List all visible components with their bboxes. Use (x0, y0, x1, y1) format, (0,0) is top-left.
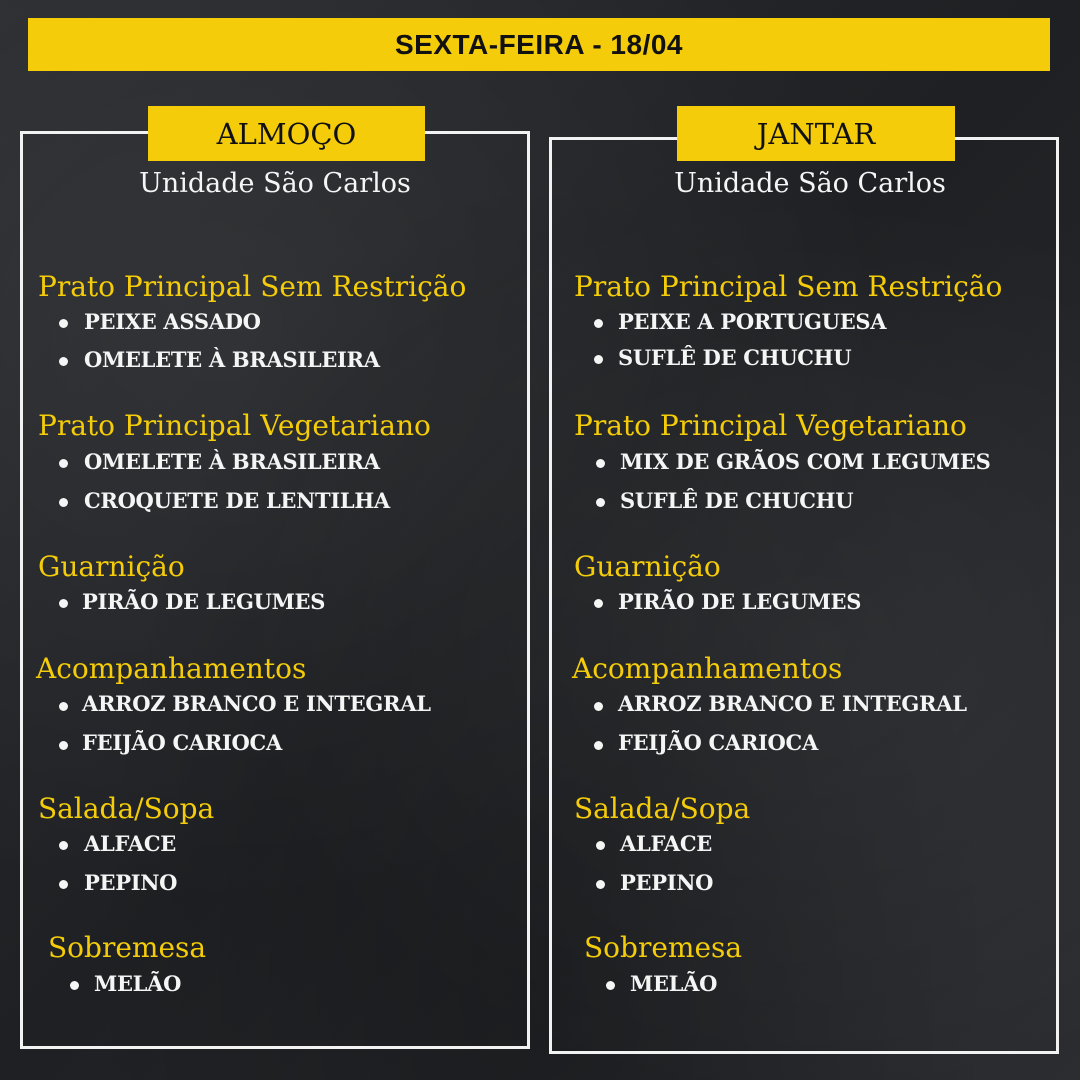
date-banner (28, 18, 1050, 71)
bullet-icon (596, 841, 605, 850)
lunch-menu-item: ALFACE (84, 831, 176, 856)
dinner-section-title: Prato Principal Vegetariano (574, 409, 967, 442)
dinner-menu-item: MELÃO (630, 971, 718, 996)
dinner-section-title: Prato Principal Sem Restrição (574, 270, 1003, 303)
dinner-menu-item: ARROZ BRANCO E INTEGRAL (618, 691, 967, 716)
lunch-menu-item: ARROZ BRANCO E INTEGRAL (82, 691, 431, 716)
bullet-icon (59, 599, 68, 608)
bullet-icon (594, 599, 603, 608)
lunch-section-title: Acompanhamentos (36, 652, 307, 685)
dinner-menu-item: PIRÃO DE LEGUMES (618, 589, 862, 614)
dinner-menu-item: ALFACE (620, 831, 712, 856)
dinner-section-title: Guarnição (574, 550, 721, 583)
lunch-menu-item: PEPINO (84, 870, 178, 895)
lunch-section-title: Sobremesa (48, 931, 207, 964)
lunch-unit-label: Unidade São Carlos (139, 168, 411, 199)
lunch-section-title: Guarnição (38, 550, 185, 583)
dinner-menu-item: PEIXE A PORTUGUESA (618, 309, 887, 334)
bullet-icon (594, 741, 603, 750)
lunch-menu-item: PIRÃO DE LEGUMES (82, 589, 326, 614)
bullet-icon (59, 741, 68, 750)
date-title: SEXTA-FEIRA - 18/04 (394, 28, 683, 60)
dinner-title: JANTAR (677, 106, 955, 161)
lunch-menu-item: PEIXE ASSADO (84, 309, 261, 334)
lunch-menu-item: MELÃO (94, 971, 182, 996)
lunch-menu-item: FEIJÃO CARIOCA (82, 730, 282, 755)
bullet-icon (596, 498, 605, 507)
dinner-menu-item: SUFLÊ DE CHUCHU (618, 345, 852, 370)
lunch-section-title: Salada/Sopa (38, 792, 215, 825)
bullet-icon (59, 841, 68, 850)
lunch-section-title: Prato Principal Vegetariano (38, 409, 431, 442)
bullet-icon (59, 459, 68, 468)
lunch-menu-item: OMELETE À BRASILEIRA (84, 449, 380, 474)
bullet-icon (594, 319, 603, 328)
dinner-menu-item: FEIJÃO CARIOCA (618, 730, 818, 755)
lunch-menu-item: CROQUETE DE LENTILHA (84, 488, 390, 513)
lunch-title: ALMOÇO (148, 106, 425, 161)
dinner-menu-item: PEPINO (620, 870, 714, 895)
lunch-menu-item: OMELETE À BRASILEIRA (84, 347, 380, 372)
dinner-menu-item: SUFLÊ DE CHUCHU (620, 488, 854, 513)
bullet-icon (59, 702, 68, 711)
bullet-icon (59, 357, 68, 366)
bullet-icon (596, 880, 605, 889)
bullet-icon (594, 702, 603, 711)
dinner-section-title: Salada/Sopa (574, 792, 751, 825)
bullet-icon (596, 459, 605, 468)
dinner-section-title: Acompanhamentos (572, 652, 843, 685)
dinner-section-title: Sobremesa (584, 931, 743, 964)
bullet-icon (70, 981, 79, 990)
dinner-menu-item: MIX DE GRÃOS COM LEGUMES (620, 449, 991, 474)
bullet-icon (606, 981, 615, 990)
bullet-icon (594, 355, 603, 364)
bullet-icon (59, 498, 68, 507)
dinner-unit-label: Unidade São Carlos (674, 168, 946, 199)
bullet-icon (59, 319, 68, 328)
bullet-icon (59, 880, 68, 889)
lunch-section-title: Prato Principal Sem Restrição (38, 270, 467, 303)
